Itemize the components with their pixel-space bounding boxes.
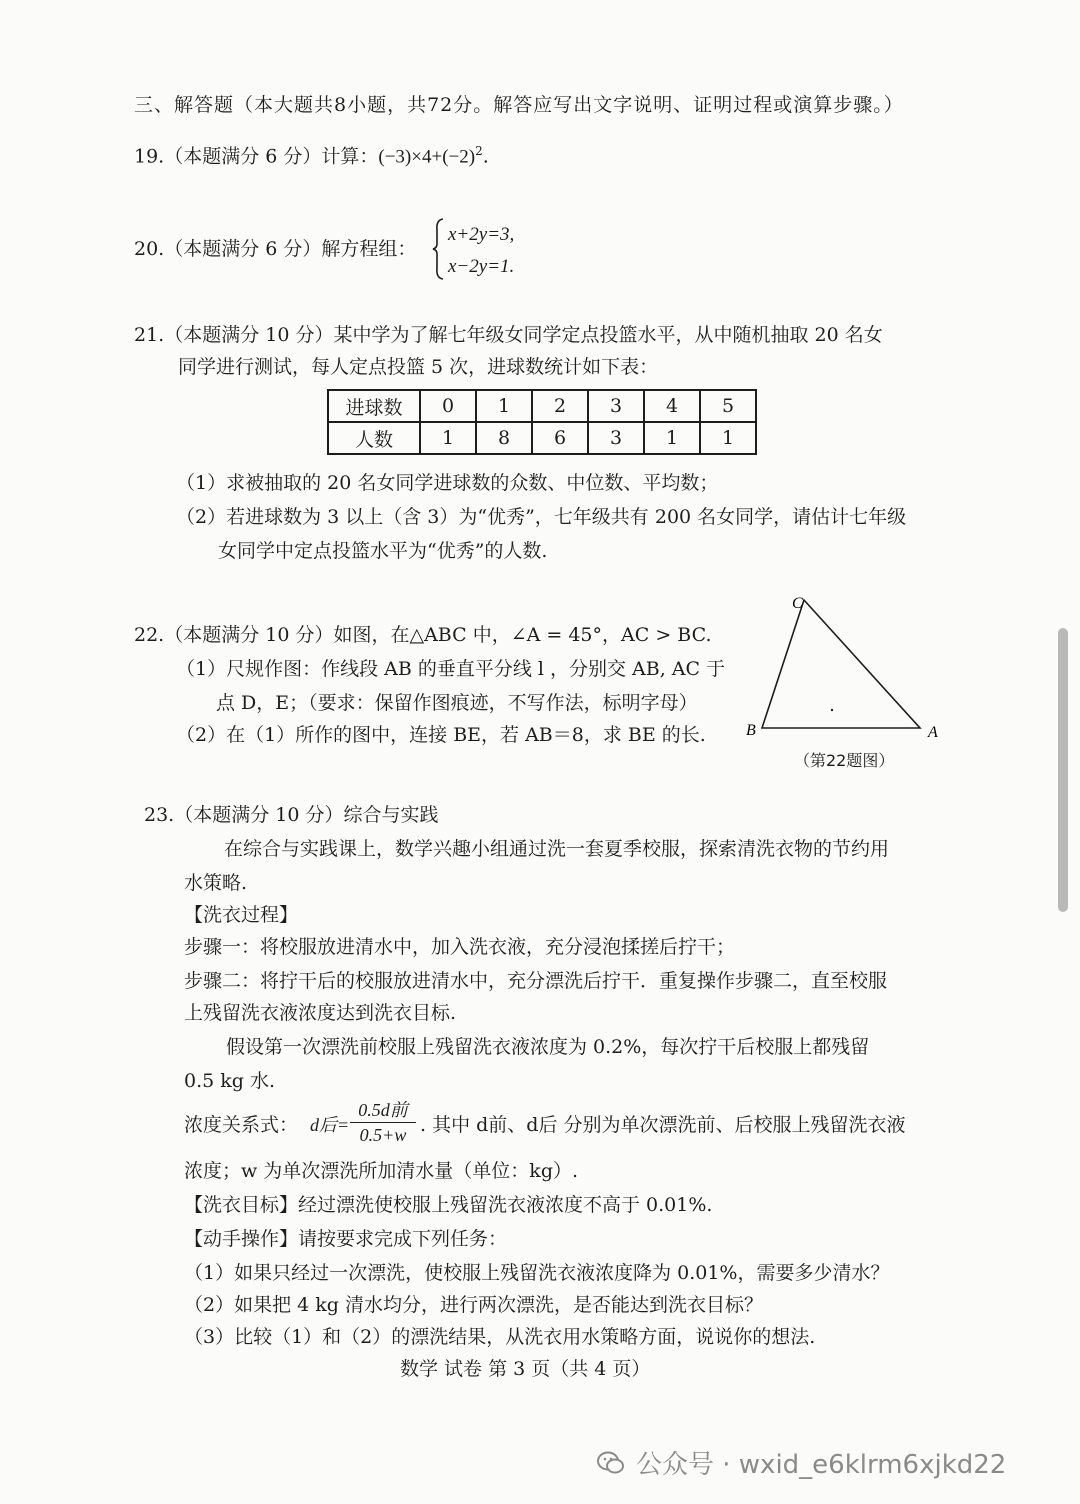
q23-process-heading: 【洗衣过程】 xyxy=(184,904,299,926)
table-cell: 1 xyxy=(644,422,700,454)
q19-exponent: 2 xyxy=(475,144,483,158)
vertex-label-b: B xyxy=(746,722,756,739)
q23-task-heading: 【动手操作】请按要求完成下列任务： xyxy=(184,1228,508,1250)
q21-sub-2a: （2）若进球数为 3 以上（含 3）为“优秀”，七年级共有 200 名女同学，请估计七年级 xyxy=(176,506,907,528)
q23-step-2b: 上残留洗衣液浓度达到洗衣目标. xyxy=(184,1002,457,1024)
table-header-goals: 进球数 xyxy=(328,390,420,422)
question-19 xyxy=(134,138,489,170)
equation-system-brace xyxy=(432,218,444,280)
q23-intro-2: 水策略. xyxy=(184,872,248,894)
vertex-label-a: A xyxy=(928,724,938,741)
q23-task-2: （2）如果把 4 kg 清水均分，进行两次漂洗，是否能达到洗衣目标？ xyxy=(184,1294,763,1316)
q22-line-3: 点 D，E；（要求：保留作图痕迹，不写作法，标明字母） xyxy=(216,692,698,714)
vertex-label-c: C xyxy=(792,595,803,612)
relation-label: 浓度关系式： xyxy=(184,1114,299,1136)
table-cell: 3 xyxy=(588,422,644,454)
center-dot xyxy=(831,709,833,711)
q21-line-1: 21.（本题满分 10 分）某中学为了解七年级女同学定点投篮水平，从中随机抽取 20 名女 xyxy=(134,324,883,346)
q19-end: . xyxy=(482,145,489,168)
table-cell: 5 xyxy=(700,390,756,422)
triangle-figure xyxy=(740,590,950,750)
page-footer: 数学 试卷 第 3 页（共 4 页） xyxy=(400,1358,651,1380)
relation-line-2: 浓度；w 为单次漂洗所加清水量（单位：kg）. xyxy=(184,1160,579,1182)
relation-fraction xyxy=(350,1098,416,1147)
figure-caption: （第22题图） xyxy=(794,751,895,770)
q22-line-2: （1）尺规作图：作线段 AB 的垂直平分线 l ，分别交 AB, AC 于 xyxy=(176,658,726,680)
table-cell: 1 xyxy=(700,422,756,454)
table-cell: 3 xyxy=(588,390,644,422)
q23-step-1: 步骤一：将校服放进清水中，加入洗衣液，充分浸泡揉搓后拧干； xyxy=(184,936,736,958)
table-cell: 0 xyxy=(420,390,476,422)
q21-sub-1: （1）求被抽取的 20 名女同学进球数的众数、中位数、平均数； xyxy=(176,472,719,494)
relation-rest: . 其中 d前、d后 分别为单次漂洗前、后校服上残留洗衣液 xyxy=(420,1114,906,1136)
q19-expression: (−3)×4+(−2) xyxy=(378,146,476,168)
q22-line-4: （2）在（1）所作的图中，连接 BE，若 AB＝8，求 BE 的长. xyxy=(176,724,706,746)
q20-equation-1: x+2y=3, xyxy=(448,224,515,245)
q23-task-1: （1）如果只经过一次漂洗，使校服上残留洗衣液浓度降为 0.01%，需要多少清水？ xyxy=(184,1262,890,1284)
table-cell: 1 xyxy=(420,422,476,454)
q23-intro-1: 在综合与实践课上，数学兴趣小组通过洗一套夏季校服，探索清洗衣物的节约用 xyxy=(224,838,890,860)
fraction-numerator: 0.5d前 xyxy=(350,1098,416,1123)
wechat-icon xyxy=(596,1448,626,1478)
q23-title: 23.（本题满分 10 分）综合与实践 xyxy=(144,804,439,826)
table-row xyxy=(328,390,756,422)
q23-task-3: （3）比较（1）和（2）的漂洗结果，从洗衣用水策略方面，说说你的想法. xyxy=(184,1326,816,1348)
q23-goal: 【洗衣目标】经过漂洗使校服上残留洗衣液浓度不高于 0.01%. xyxy=(184,1194,713,1216)
q20-equation-2: x−2y=1. xyxy=(448,256,515,277)
table-header-people: 人数 xyxy=(328,422,420,454)
q21-sub-2b: 女同学中定点投篮水平为“优秀”的人数. xyxy=(218,540,548,562)
table-cell: 1 xyxy=(476,390,532,422)
shooting-stats-table xyxy=(327,389,757,455)
relation-lhs: d后= xyxy=(310,1115,350,1135)
table-cell: 4 xyxy=(644,390,700,422)
q23-assume-1: 假设第一次漂洗前校服上残留洗衣液浓度为 0.2%，每次拧干后校服上都残留 xyxy=(226,1036,870,1058)
q19-prefix: 19.（本题满分 6 分）计算： xyxy=(134,145,379,168)
table-cell: 6 xyxy=(532,422,588,454)
q22-line-1: 22.（本题满分 10 分）如图，在△ABC 中，∠A = 45°，AC > BC. xyxy=(134,624,712,646)
fraction-denominator: 0.5+w xyxy=(359,1125,407,1145)
table-cell: 2 xyxy=(532,390,588,422)
q23-assume-2: 0.5 kg 水. xyxy=(184,1070,276,1092)
triangle-abc xyxy=(762,600,920,728)
q23-step-2a: 步骤二：将拧干后的校服放进清水中，充分漂洗后拧干．重复操作步骤二，直至校服 xyxy=(184,970,888,992)
table-row xyxy=(328,422,756,454)
watermark xyxy=(596,1444,1006,1481)
watermark-text: 公众号 · wxid_e6klrm6xjkd22 xyxy=(636,1450,1007,1480)
table-cell: 8 xyxy=(476,422,532,454)
q21-line-2: 同学进行测试，每人定点投篮 5 次，进球数统计如下表： xyxy=(178,356,659,378)
section-title: 三、解答题（本大题共8小题，共72分。解答应写出文字说明、证明过程或演算步骤。） xyxy=(134,94,904,116)
scrollbar-thumb[interactable] xyxy=(1058,628,1068,912)
question-20-prefix: 20.（本题满分 6 分）解方程组： xyxy=(134,238,417,260)
